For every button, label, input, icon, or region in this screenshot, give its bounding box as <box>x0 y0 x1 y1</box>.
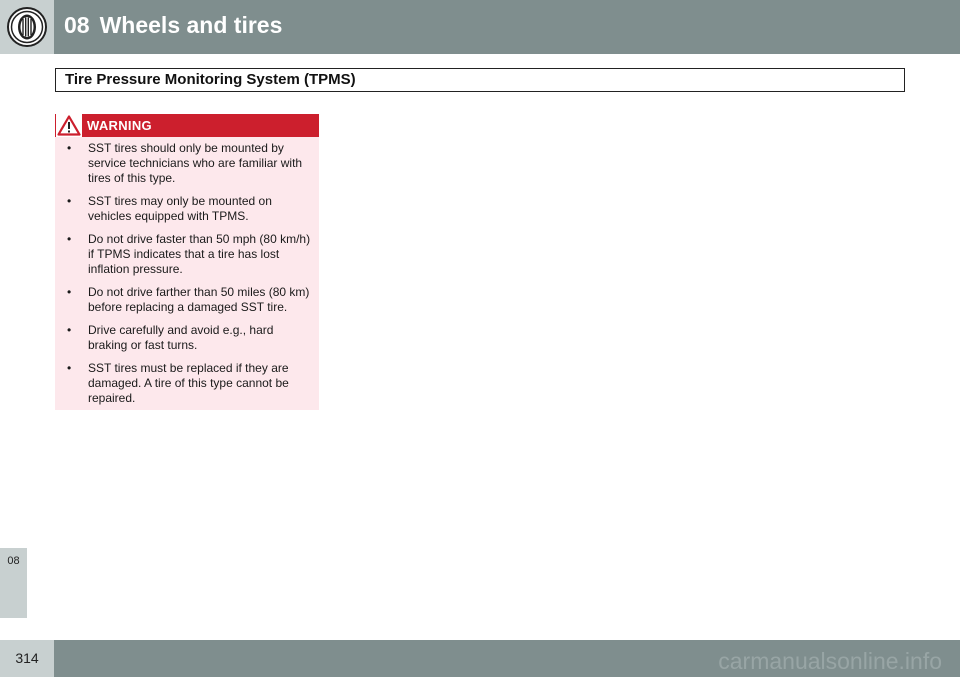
warning-list-item <box>55 232 319 277</box>
chapter-icon-box <box>0 0 54 54</box>
bullet: • <box>67 361 72 375</box>
warning-item-text: SST tires should only be mounted by service technicians who are familiar with tires of this type. <box>88 141 303 185</box>
warning-list-item <box>55 194 319 224</box>
section-title: Tire Pressure Monitoring System (TPMS) <box>65 71 356 88</box>
warning-triangle-icon <box>56 114 82 137</box>
bullet: • <box>67 232 72 246</box>
warning-label: WARNING <box>87 118 152 133</box>
tire-icon <box>6 6 48 48</box>
chapter-name: Wheels and tires <box>99 12 283 38</box>
chapter-number: 08 <box>64 12 90 38</box>
bullet: • <box>67 141 72 155</box>
bullet: • <box>67 285 72 299</box>
warning-header <box>55 114 319 137</box>
bullet: • <box>67 194 72 208</box>
warning-item-text: Drive carefully and avoid e.g., hard braking or fast turns. <box>88 323 274 352</box>
page-number-box <box>0 640 54 677</box>
warning-item-text: Do not drive farther than 50 miles (80 km) before replacing a damaged SST tire. <box>88 285 310 314</box>
page-footer <box>0 640 960 677</box>
side-tab-label: 08 <box>7 555 20 567</box>
warning-box <box>55 114 319 410</box>
chapter-side-tab <box>0 548 27 618</box>
bullet: • <box>67 323 72 337</box>
page-number: 314 <box>15 650 39 666</box>
warning-item-text: Do not drive faster than 50 mph (80 km/h) if TPMS indicates that a tire has lost inflation pressure. <box>88 232 311 276</box>
warning-list-item <box>55 361 319 406</box>
warning-item-text: SST tires must be replaced if they are damaged. A tire of this type cannot be repaired. <box>88 361 289 405</box>
warning-item-text: SST tires may only be mounted on vehicles equipped with TPMS. <box>88 194 272 223</box>
warning-list <box>55 141 319 414</box>
watermark: carmanualsonline.info <box>718 648 942 674</box>
warning-list-item <box>55 323 319 353</box>
warning-list-item <box>55 141 319 186</box>
chapter-title <box>64 12 282 39</box>
warning-list-item <box>55 285 319 315</box>
section-heading-box <box>55 68 905 92</box>
chapter-header <box>0 0 960 54</box>
